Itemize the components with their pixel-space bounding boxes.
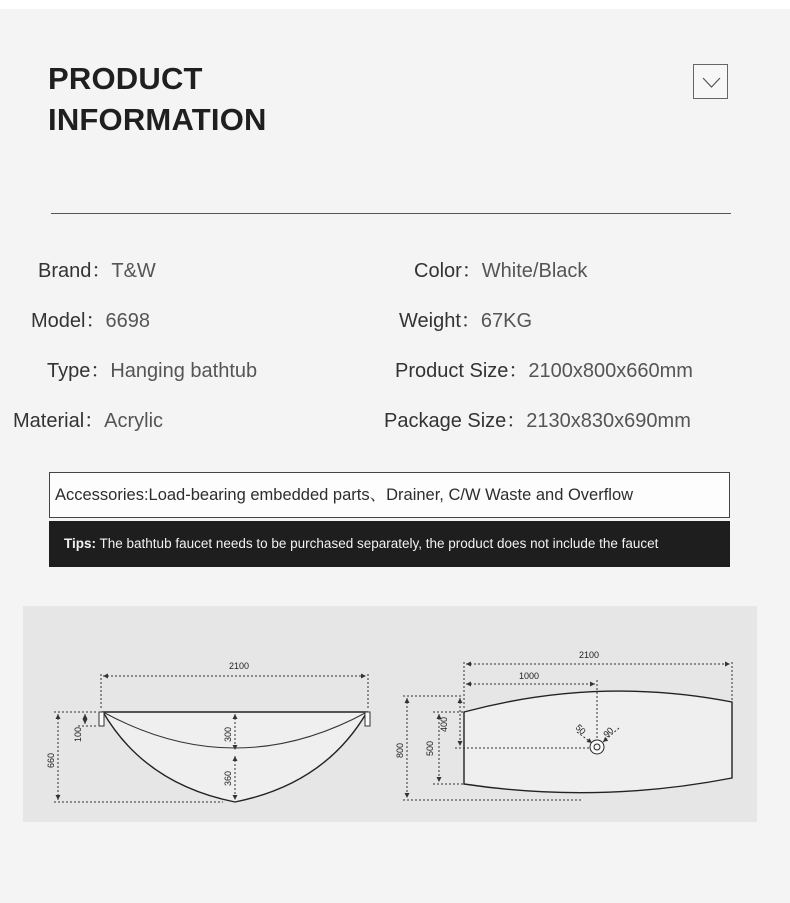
spec-product-size — [395, 359, 693, 383]
spec-brand — [38, 259, 156, 283]
spec-type-value: Hanging bathtub — [110, 360, 258, 382]
spec-color-value: White/Black — [481, 260, 588, 282]
title-line-2: INFORMATION — [48, 102, 267, 137]
top-length-label: 2100 — [579, 650, 600, 660]
spec-package-size-value: 2130x830x690mm — [526, 410, 691, 432]
drain-d1-label: 50 — [573, 722, 588, 737]
spec-weight-sep: ： — [460, 310, 481, 332]
top-drain-y-label: 400 — [439, 716, 449, 732]
title-line-1: PRODUCT — [48, 61, 203, 96]
spec-package-size — [384, 409, 691, 433]
spec-type — [47, 359, 257, 383]
spec-model-label: Model — [31, 310, 86, 332]
spec-product-size-sep: ： — [508, 360, 529, 382]
technical-drawing — [23, 606, 757, 822]
tips-banner — [49, 521, 730, 567]
page-title — [48, 58, 267, 140]
accessories-box: Accessories:Load-bearing embedded parts、Drainer, C/W Waste and Overflow — [49, 472, 730, 518]
spec-brand-label: Brand — [38, 260, 92, 282]
spec-weight-value: 67KG — [480, 310, 533, 332]
side-rim-label: 100 — [73, 726, 83, 742]
section-divider — [51, 213, 731, 214]
spec-type-label: Type — [47, 360, 91, 382]
spec-color — [414, 259, 587, 283]
drain-d2-label: 90 — [601, 725, 616, 740]
drain-outer — [590, 740, 604, 754]
chevron-down-icon — [702, 77, 721, 88]
spec-color-sep: ： — [461, 260, 482, 282]
spec-material — [13, 409, 163, 433]
tips-text: The bathtub faucet needs to be purchased separately, the product does not include the faucet — [96, 536, 659, 551]
spec-model-value: 6698 — [105, 310, 150, 332]
spec-material-sep: ： — [84, 410, 105, 432]
spec-brand-sep: ： — [91, 260, 112, 282]
spec-model-sep: ： — [85, 310, 106, 332]
spec-type-sep: ： — [90, 360, 111, 382]
side-bracket-right — [365, 712, 370, 726]
spec-material-value: Acrylic — [104, 410, 164, 432]
spec-package-size-label: Package Size — [384, 410, 507, 432]
tips-label: Tips: — [64, 536, 97, 551]
dimension-drawing — [23, 606, 757, 822]
spec-weight-label: Weight — [399, 310, 461, 332]
side-bracket-left — [99, 712, 104, 726]
spec-weight — [399, 309, 532, 333]
spec-product-size-label: Product Size — [395, 360, 509, 382]
top-view — [403, 662, 732, 800]
side-length-label: 2100 — [229, 661, 250, 671]
spec-material-label: Material — [13, 410, 85, 432]
side-depth-lower-label: 360 — [223, 770, 233, 786]
spec-model — [31, 309, 150, 333]
spec-package-size-sep: ： — [506, 410, 527, 432]
top-inner-label: 500 — [425, 740, 435, 756]
spec-product-size-value: 2100x800x660mm — [528, 360, 693, 382]
top-width-label: 800 — [395, 742, 405, 758]
side-view — [54, 674, 370, 802]
spec-color-label: Color — [414, 260, 462, 282]
spec-brand-value: T&W — [111, 260, 156, 282]
top-drain-offset-label: 1000 — [519, 671, 540, 681]
side-height-label: 660 — [46, 752, 56, 768]
collapse-toggle-button[interactable] — [693, 64, 728, 99]
side-depth-upper-label: 300 — [223, 726, 233, 742]
